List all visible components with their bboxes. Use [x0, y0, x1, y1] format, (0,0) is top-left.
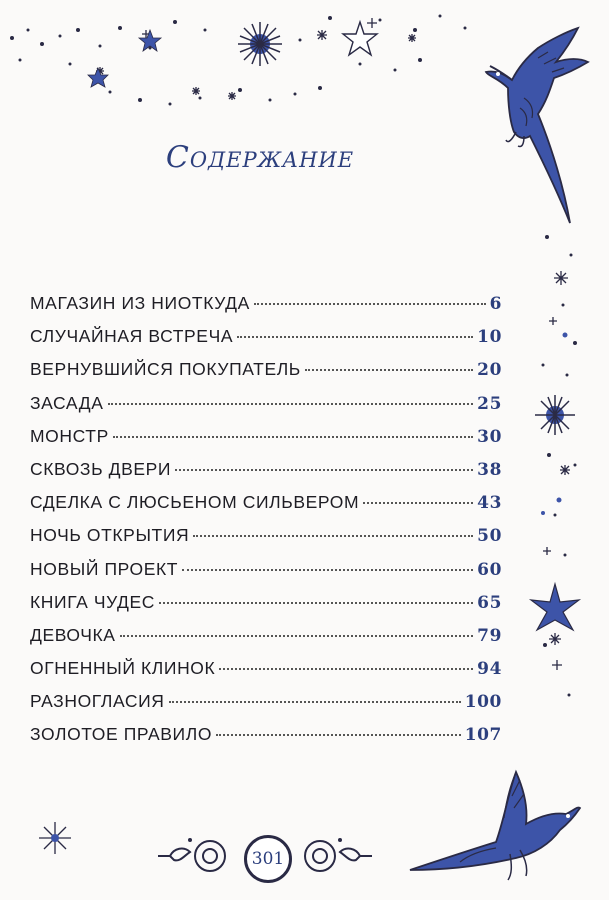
star-bottom-left [35, 818, 75, 858]
bird-illustration-top [468, 18, 608, 238]
toc-entry-page: 20 [477, 360, 502, 381]
toc-entry[interactable] [30, 525, 502, 558]
toc-entry[interactable] [30, 393, 502, 426]
dot-leader [237, 336, 473, 338]
dot-leader [108, 403, 474, 405]
dot-leader [120, 635, 474, 637]
toc-entry-title: СДЕЛКА С ЛЮСЬЕНОМ СИЛЬВЕРОМ [30, 492, 360, 513]
dot-leader [219, 668, 473, 670]
toc-entry-page: 25 [477, 393, 502, 414]
dot-leader [363, 502, 473, 504]
toc-entry-page: 65 [477, 592, 502, 613]
dot-leader [193, 535, 473, 537]
toc-entry-title: ОГНЕННЫЙ КЛИНОК [30, 658, 216, 679]
toc-entry[interactable] [30, 724, 502, 757]
toc-entry-page: 94 [477, 659, 502, 680]
toc-entry-title: РАЗНОГЛАСИЯ [30, 691, 165, 712]
page-number: 301 [251, 849, 285, 869]
dot-leader [305, 369, 473, 371]
page-number-badge [244, 835, 292, 883]
toc-entry[interactable] [30, 592, 502, 625]
toc-entry-page: 50 [477, 526, 502, 547]
toc-entry-title: ВЕРНУВШИЙСЯ ПОКУПАТЕЛЬ [30, 359, 301, 380]
dot-leader [182, 569, 473, 571]
toc-entry-title: МОНСТР [30, 425, 109, 446]
toc-entry-title: НОВЫЙ ПРОЕКТ [30, 558, 179, 579]
toc-entry[interactable] [30, 426, 502, 459]
bird-illustration-bottom [400, 750, 609, 900]
dot-leader [175, 469, 473, 471]
toc-entry-title: ЗАСАДА [30, 392, 104, 413]
dot-leader [113, 436, 473, 438]
toc-entry-page: 100 [464, 692, 502, 713]
dot-leader [254, 303, 486, 305]
toc-entry[interactable] [30, 691, 502, 724]
toc-entry-page: 10 [477, 327, 502, 348]
toc-entry[interactable] [30, 625, 502, 658]
toc-entry-title: НОЧЬ ОТКРЫТИЯ [30, 525, 190, 546]
toc-entry[interactable] [30, 559, 502, 592]
toc-entry-page: 30 [477, 426, 502, 447]
dot-leader [169, 701, 461, 703]
toc-entry-page: 6 [489, 294, 502, 314]
toc-entry-title: ЗОЛОТОЕ ПРАВИЛО [30, 724, 213, 745]
toc-entry-title: МАГАЗИН ИЗ НИОТКУДА [30, 293, 250, 313]
dot-leader [159, 602, 473, 604]
toc-entry[interactable] [30, 293, 502, 326]
toc-entry-title: ДЕВОЧКА [30, 624, 116, 645]
toc-entry-title: КНИГА ЧУДЕС [30, 591, 156, 612]
toc-entry[interactable] [30, 459, 502, 492]
toc-entry-page: 38 [477, 459, 502, 480]
dot-leader [216, 734, 461, 736]
toc-entry-page: 60 [477, 559, 502, 580]
toc-entry-title: СЛУЧАЙНАЯ ВСТРЕЧА [30, 326, 234, 347]
star-border-top [0, 0, 520, 115]
toc-entry-page: 43 [477, 493, 502, 514]
toc-entry-page: 107 [464, 725, 502, 746]
toc-entry[interactable] [30, 658, 502, 691]
toc-entry[interactable] [30, 492, 502, 525]
table-of-contents [30, 293, 502, 758]
toc-entry[interactable] [30, 359, 502, 392]
star-border-right [525, 225, 609, 725]
toc-entry-page: 79 [477, 625, 502, 646]
toc-entry[interactable] [30, 326, 502, 359]
page-title: Содержание [165, 140, 355, 175]
toc-entry-title: СКВОЗЬ ДВЕРИ [30, 458, 172, 479]
